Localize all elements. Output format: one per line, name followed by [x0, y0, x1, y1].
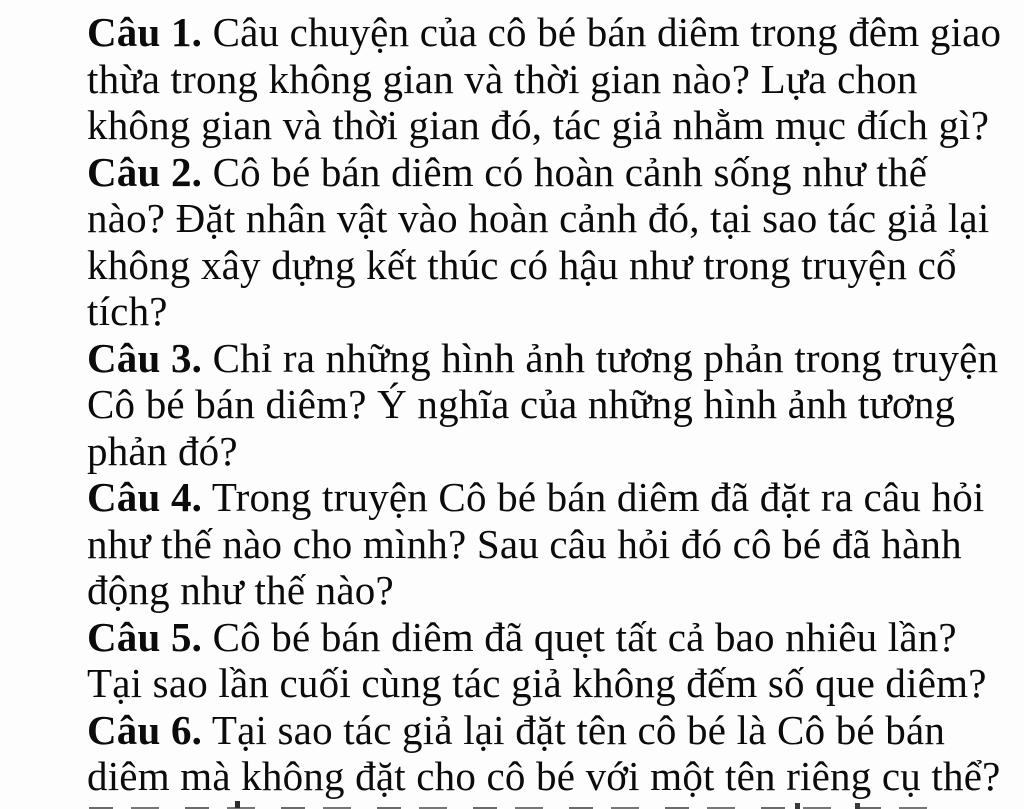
- question-text: tích?: [87, 288, 168, 334]
- text-line: [87, 334, 999, 382]
- text-line: [87, 56, 984, 103]
- question-number: Câu 4.: [87, 474, 203, 520]
- question-text: nào? Đặt nhân vật vào hoàn cảnh đó, tại sao tác giả lại: [87, 195, 990, 241]
- text-line: [87, 102, 990, 149]
- text-line: [87, 567, 984, 614]
- question-text: như thế nào cho mình? Sau câu hỏi đó cô bé đã hành: [87, 520, 962, 567]
- text-line: [87, 381, 984, 428]
- text-line: [87, 428, 984, 475]
- question-text: thừa trong không gian và thời gian nào? Lựa chon: [87, 55, 918, 102]
- question-text: động như thế nào?: [87, 567, 394, 613]
- text-line: [87, 707, 984, 754]
- text-line: [87, 521, 984, 568]
- question-text: Tại sao tác giả lại đặt tên cô bé là Cô bé bán: [202, 706, 946, 753]
- question-text: diêm mà không đặt cho cô bé với một tên riêng cụ thể?: [87, 753, 1001, 799]
- text-line: [87, 660, 987, 707]
- question-number: Câu 5.: [87, 613, 203, 660]
- text-line: [87, 474, 984, 521]
- question-number: Câu 6.: [87, 706, 203, 753]
- question-text: Câu chuyện của cô bé bán diêm trong đêm giao: [202, 9, 1002, 55]
- question-text: không gian và thời gian đó, tác giả nhằm mục đích gì?: [87, 102, 990, 148]
- text-line: [87, 753, 1001, 800]
- question-text: Cô bé bán diêm? Ý nghĩa của những hình ảnh tương: [87, 381, 956, 427]
- text-line: [87, 149, 984, 196]
- question-text: Trong truyện Cô bé bán diêm đã đặt ra câu hỏi: [202, 474, 985, 520]
- text-line: [87, 9, 1002, 56]
- clipped-next-line: [87, 801, 984, 809]
- question-number: Câu 3.: [87, 334, 203, 381]
- question-text: Chỉ ra những hình ảnh tương phản trong truyện: [202, 334, 999, 381]
- question-text: Tại sao lần cuối cùng tác giả không đếm số que diêm?: [87, 660, 987, 706]
- text-line: [87, 614, 984, 661]
- text-line: [87, 195, 990, 242]
- question-number: Câu 2.: [87, 148, 203, 195]
- question-text: không xây dựng kết thúc có hậu như trong truyện cổ: [87, 241, 957, 288]
- question-number: Câu 1.: [87, 9, 203, 55]
- text-line: [87, 242, 984, 289]
- text-line: [87, 288, 984, 335]
- question-text: Cô bé bán diêm có hoàn cảnh sống như thế: [202, 148, 928, 195]
- question-text: phản đó?: [87, 427, 238, 474]
- question-text: Cô bé bán diêm đã quẹt tất cả bao nhiêu lần?: [202, 613, 957, 660]
